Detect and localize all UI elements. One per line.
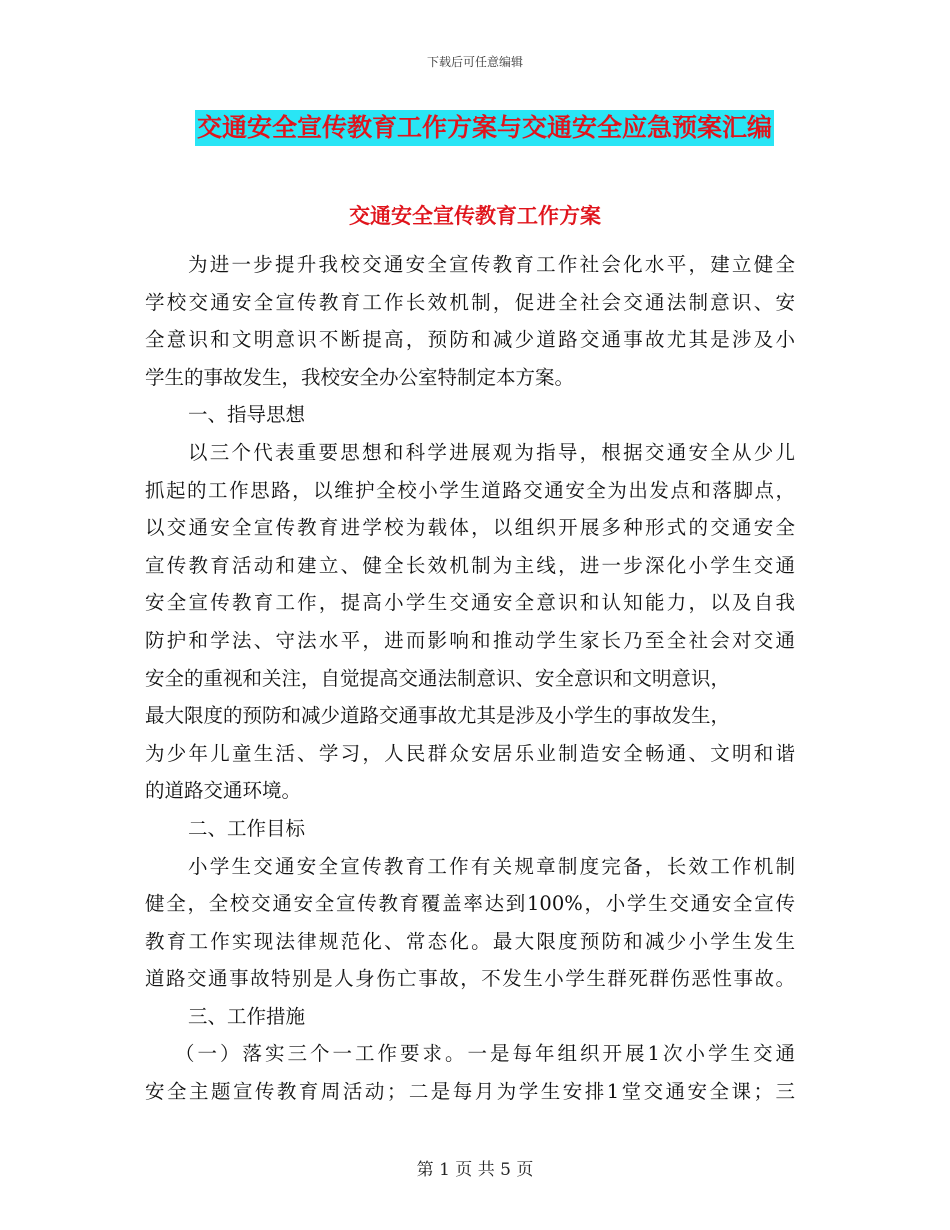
paragraph-line: 教育工作实现法律规范化、常态化。最大限度预防和减少小学生发生: [145, 929, 795, 953]
paragraph-line: 安全主题宣传教育周活动；二是每月为学生安排1堂交通安全课；三: [145, 1080, 795, 1104]
paragraph-line: 安全宣传教育工作，提高小学生交通安全意识和认知能力，以及自我: [145, 591, 795, 615]
paragraph-line: 安全的重视和关注，自觉提高交通法制意识、安全意识和文明意识，: [145, 666, 731, 690]
paragraph-line: 抓起的工作思路，以维护全校小学生道路交通安全为出发点和落脚点，: [145, 478, 795, 502]
paragraph-line: 以三个代表重要思想和科学进展观为指导，根据交通安全从少儿: [188, 440, 795, 464]
paragraph-line: 为进一步提升我校交通安全宣传教育工作社会化水平，建立健全: [188, 253, 795, 276]
paragraph-line: 全意识和文明意识不断提高，预防和减少道路交通事故尤其是涉及小: [145, 328, 795, 352]
page-footer: 第 1 页 共 5 页: [416, 1160, 534, 1180]
paragraph-line: 学校交通安全宣传教育工作长效机制，促进全社会交通法制意识、安: [145, 290, 795, 314]
paragraph-line: （一）落实三个一工作要求。一是每年组织开展1次小学生交通: [175, 1042, 795, 1066]
document-body: [145, 246, 795, 1111]
section-title: 交通安全宣传教育工作方案: [349, 204, 601, 228]
paragraph-line: 健全，全校交通安全宣传教育覆盖率达到100%，小学生交通安全宣传: [145, 892, 795, 916]
heading-work-goals: 二、工作目标: [188, 816, 306, 840]
heading-work-measures: 三、工作措施: [188, 1004, 306, 1028]
paragraph-line: 最大限度的预防和减少道路交通事故尤其是涉及小学生的事故发生，: [145, 704, 731, 728]
heading-guiding-thought: 一、指导思想: [188, 403, 306, 427]
paragraph-line: 的道路交通环境。: [145, 779, 302, 803]
paragraph-line: 学生的事故发生，我校安全办公室特制定本方案。: [145, 365, 575, 389]
document-main-title: 交通安全宣传教育工作方案与交通安全应急预案汇编: [195, 110, 774, 146]
paragraph-line: 道路交通事故特别是人身伤亡事故，不发生小学生群死群伤恶性事故。: [145, 967, 795, 991]
paragraph-line: 为少年儿童生活、学习，人民群众安居乐业制造安全畅通、文明和谐: [145, 741, 795, 765]
paragraph-line: 防护和学法、守法水平，进而影响和推动学生家长乃至全社会对交通: [145, 628, 795, 652]
header-note: 下载后可任意编辑: [426, 55, 523, 69]
paragraph-line: 小学生交通安全宣传教育工作有关规章制度完备，长效工作机制: [188, 854, 795, 878]
paragraph-line: 以交通安全宣传教育进学校为载体，以组织开展多种形式的交通安全: [145, 516, 795, 540]
paragraph-line: 宣传教育活动和建立、健全长效机制为主线，进一步深化小学生交通: [145, 553, 795, 577]
